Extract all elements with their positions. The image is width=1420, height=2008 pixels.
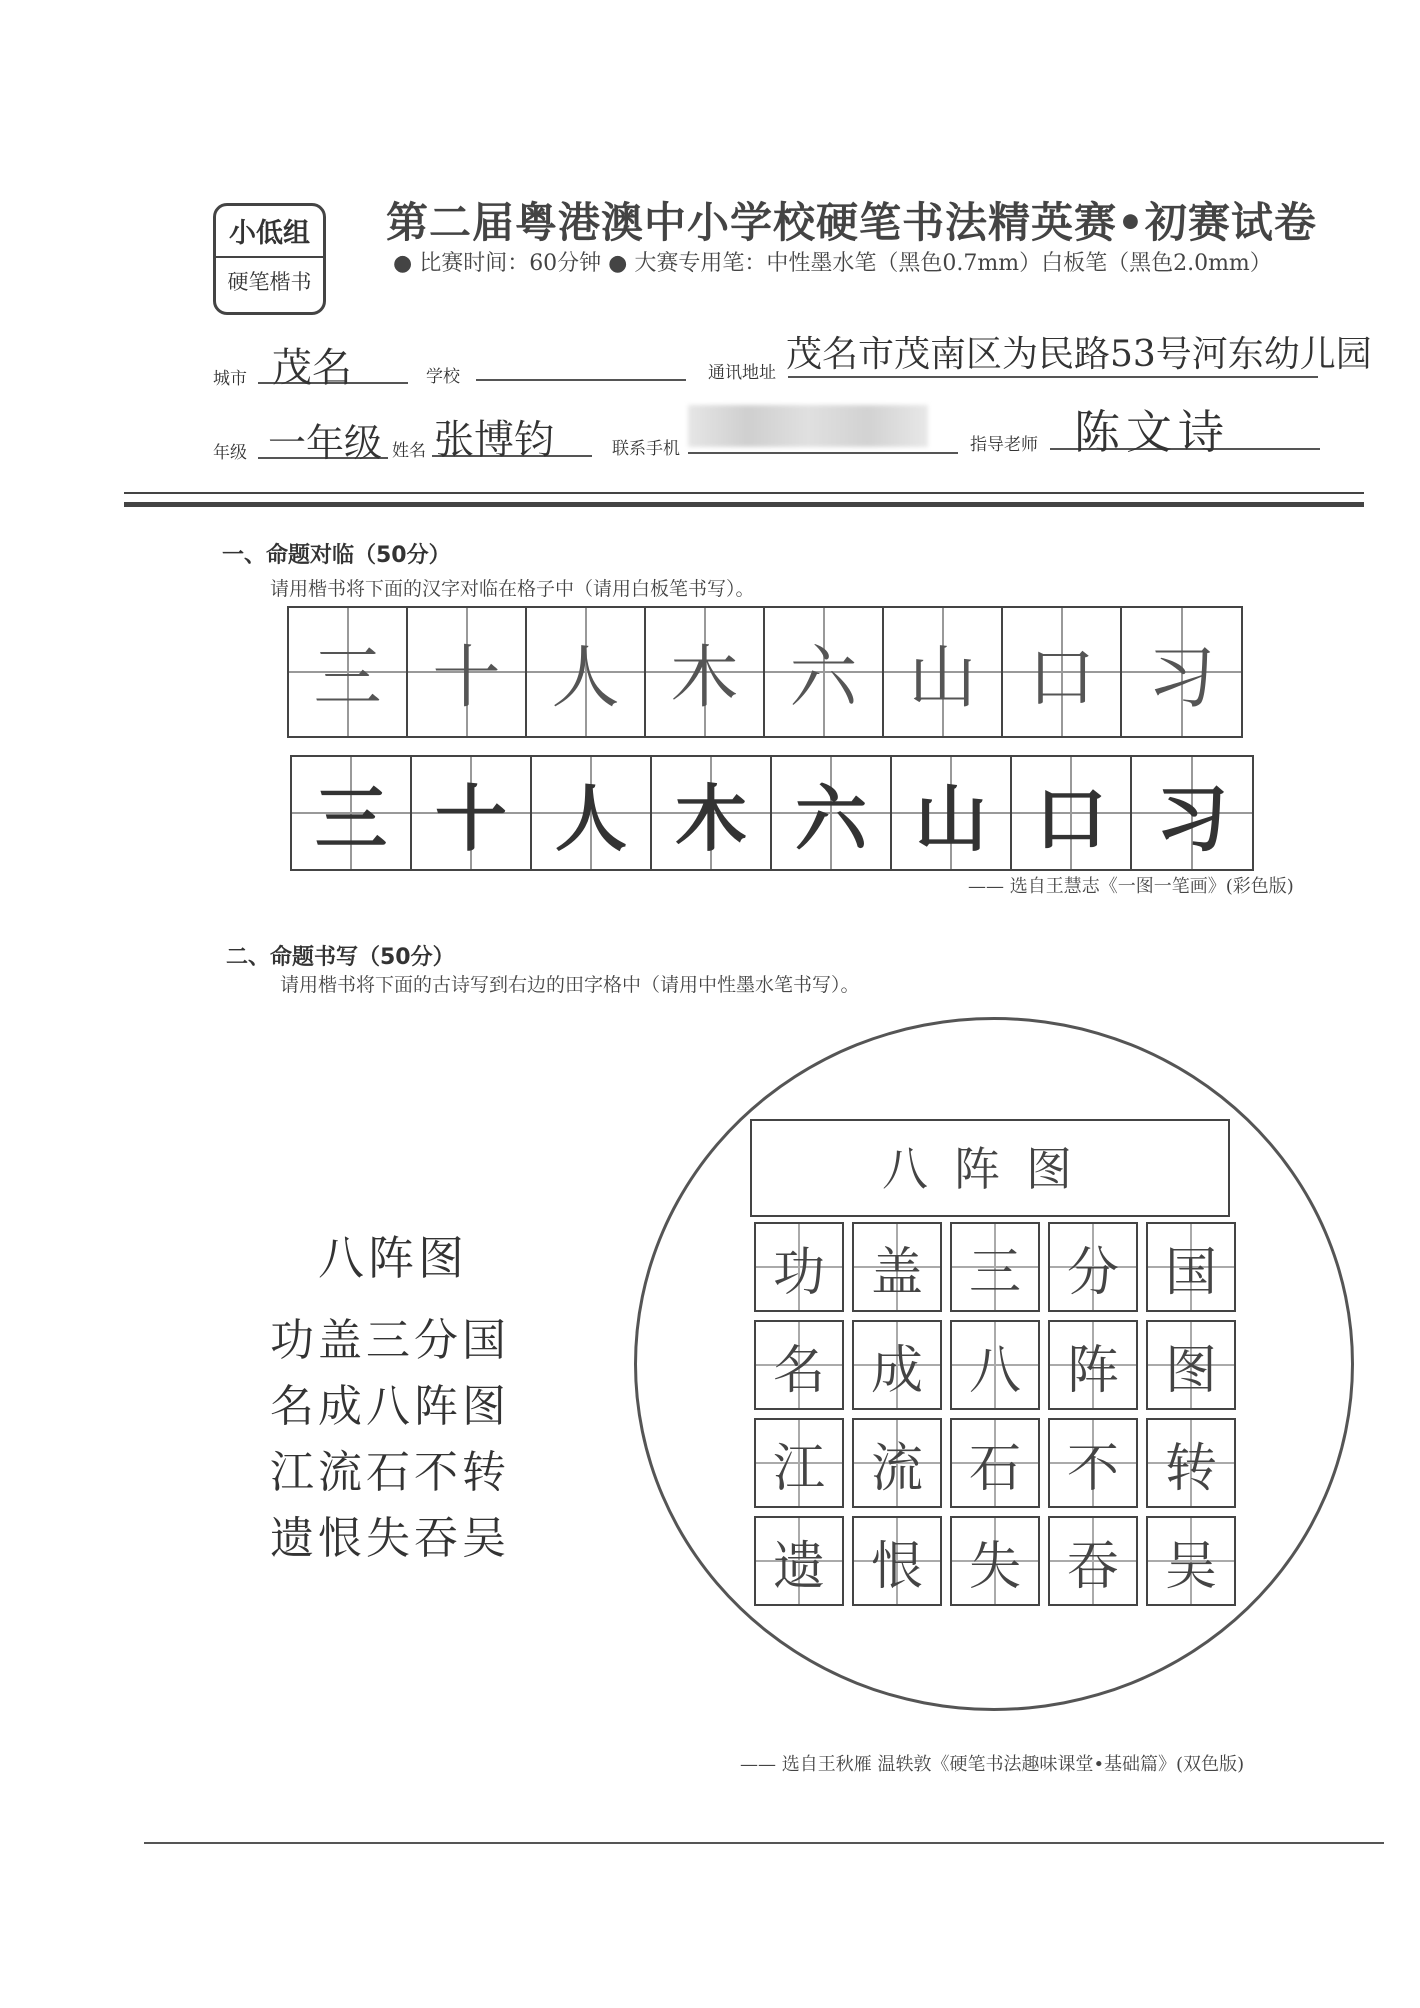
grid-cell[interactable]: 图: [1146, 1320, 1236, 1410]
practice-cell[interactable]: 十: [408, 608, 527, 736]
teacher-value[interactable]: 陈文诗: [1074, 405, 1230, 459]
grid-cell[interactable]: 恨: [852, 1516, 942, 1606]
model-character-row: [290, 755, 1254, 871]
grid-cell[interactable]: 八: [950, 1320, 1040, 1410]
teacher-label: 指导老师: [970, 435, 1038, 455]
badge-group-label: 小低组: [216, 212, 323, 258]
poem-line: 名成八阵图: [270, 1381, 510, 1432]
model-cell: 十: [412, 757, 532, 869]
city-value[interactable]: 茂名: [272, 345, 352, 391]
grid-cell[interactable]: 不: [1048, 1418, 1138, 1508]
poem-line: 功盖三分国: [270, 1315, 510, 1366]
model-cell: 三: [292, 757, 412, 869]
section1-credit: —— 选自王慧志《一图一笔画》(彩色版): [968, 876, 1294, 897]
grid-cell[interactable]: 成: [852, 1320, 942, 1410]
badge-style-label: 硬笔楷书: [227, 270, 312, 294]
poem-title: 八阵图: [318, 1231, 468, 1285]
section2-credit: —— 选自王秋雁 温轶敦《硬笔书法趣味课堂•基础篇》(双色版): [740, 1754, 1245, 1775]
practice-cell[interactable]: 口: [1003, 608, 1122, 736]
section1-instruction: 请用楷书将下面的汉字对临在格子中（请用白板笔书写）。: [270, 578, 755, 600]
model-cell: 山: [892, 757, 1012, 869]
name-value[interactable]: 张博钧: [434, 417, 554, 463]
grid-cell[interactable]: 分: [1048, 1222, 1138, 1312]
city-label: 城市: [213, 369, 247, 389]
page-subtitle: ● 比赛时间：60分钟 ● 大赛专用笔：中性墨水笔（黑色0.7mm）白板笔（黑色2.0mm）: [393, 251, 1272, 276]
practice-cell[interactable]: 三: [289, 608, 408, 736]
grid-cell[interactable]: 失: [950, 1516, 1040, 1606]
practice-cell[interactable]: 六: [765, 608, 884, 736]
footer-divider: [144, 1842, 1384, 1844]
redacted-phone-number: [688, 405, 928, 447]
model-cell: 口: [1012, 757, 1132, 869]
section2-instruction: 请用楷书将下面的古诗写到右边的田字格中（请用中性墨水笔书写）。: [280, 974, 860, 996]
grid-cell[interactable]: 三: [950, 1222, 1040, 1312]
name-label: 姓名: [392, 441, 426, 461]
practice-cell[interactable]: 木: [646, 608, 765, 736]
grid-cell[interactable]: 流: [852, 1418, 942, 1508]
grade-label: 年级: [213, 443, 247, 463]
school-field[interactable]: [476, 377, 686, 381]
grade-value[interactable]: 一年级: [268, 421, 383, 465]
model-cell: 习: [1132, 757, 1252, 869]
model-cell: 六: [772, 757, 892, 869]
grid-cell[interactable]: 转: [1146, 1418, 1236, 1508]
section1-heading: 一、命题对临（50分）: [222, 543, 451, 568]
practice-cell[interactable]: 人: [527, 608, 646, 736]
practice-cell[interactable]: 习: [1122, 608, 1241, 736]
copy-practice-row: [287, 606, 1243, 738]
school-label: 学校: [426, 367, 460, 387]
phone-underline: [688, 450, 958, 454]
address-label: 通讯地址: [708, 363, 776, 383]
model-cell: 人: [532, 757, 652, 869]
grid-cell[interactable]: 石: [950, 1418, 1040, 1508]
grid-cell[interactable]: 阵: [1048, 1320, 1138, 1410]
poem-line: 遗恨失吞吴: [270, 1513, 510, 1564]
grid-cell[interactable]: 吴: [1146, 1516, 1236, 1606]
grid-cell[interactable]: 遗: [754, 1516, 844, 1606]
grid-cell[interactable]: 江: [754, 1418, 844, 1508]
grid-cell[interactable]: 功: [754, 1222, 844, 1312]
grid-cell[interactable]: 吞: [1048, 1516, 1138, 1606]
section2-heading: 二、命题书写（50分）: [226, 945, 455, 970]
grid-cell[interactable]: 名: [754, 1320, 844, 1410]
grid-cell[interactable]: 盖: [852, 1222, 942, 1312]
practice-cell[interactable]: 山: [884, 608, 1003, 736]
phone-label: 联系手机: [612, 439, 680, 459]
page-title: 第二届粤港澳中小学校硬笔书法精英赛•初赛试卷: [386, 198, 1317, 247]
header-divider-thin: [124, 492, 1364, 494]
header-divider-thick: [124, 502, 1364, 507]
group-badge: [213, 203, 326, 315]
grid-cell[interactable]: 国: [1146, 1222, 1236, 1312]
poem-line: 江流石不转: [270, 1447, 510, 1498]
tianzige-grid: [754, 1222, 1238, 1606]
model-cell: 木: [652, 757, 772, 869]
address-value[interactable]: 茂名市茂南区为民路53号河东幼儿园: [786, 334, 1372, 375]
written-poem-title[interactable]: 八阵图: [750, 1119, 1230, 1217]
